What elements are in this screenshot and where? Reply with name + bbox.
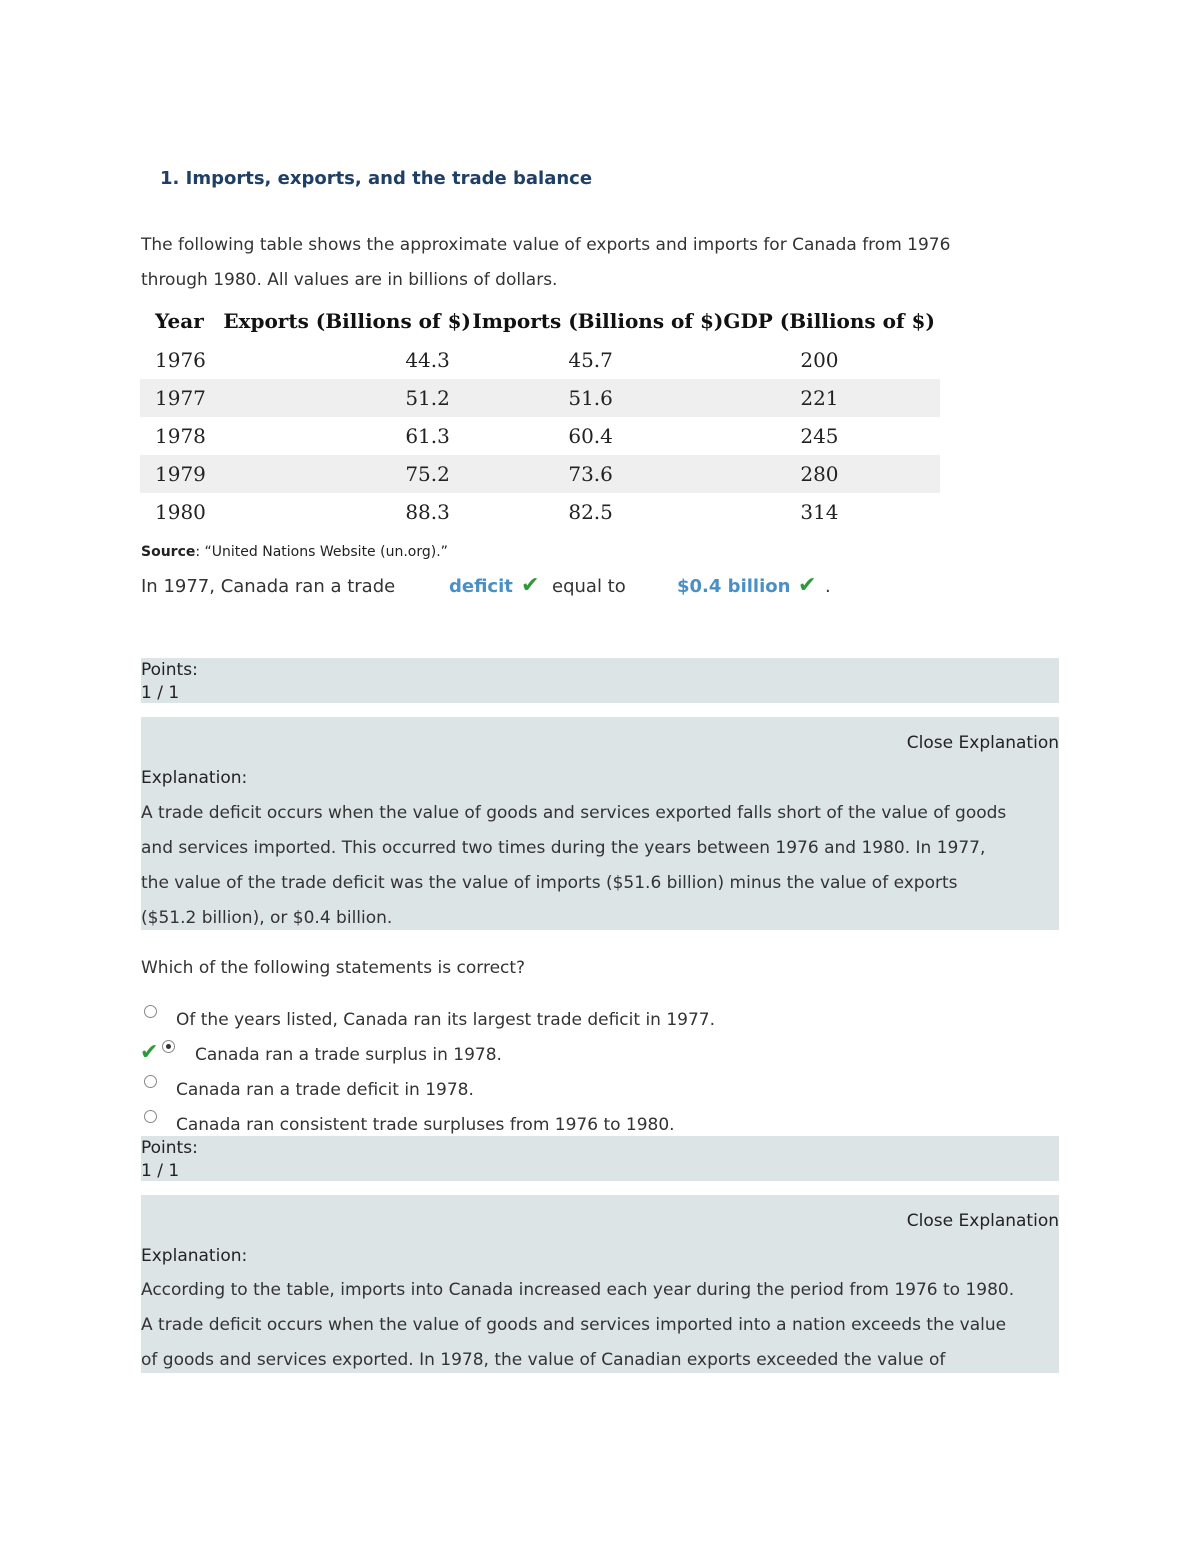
explanation-line: A trade deficit occurs when the value of goods and services exported falls short of the value of goods — [141, 803, 1007, 823]
explanation-line: the value of the trade deficit was the value of imports ($51.6 billion) minus the value of exports — [141, 873, 958, 893]
cell-exports: 51.2 — [223, 379, 472, 417]
answer-amount[interactable]: $0.4 billion — [677, 576, 791, 597]
explanation-text — [141, 1273, 1059, 1378]
question-2: Which of the following statements is correct? — [141, 958, 526, 978]
option-label-3[interactable]: Canada ran a trade deficit in 1978. — [176, 1080, 474, 1100]
points-label: Points: — [141, 660, 198, 680]
points-label: Points: — [141, 1138, 198, 1158]
points-box — [141, 1136, 1059, 1181]
option-label-2[interactable]: Canada ran a trade surplus in 1978. — [195, 1045, 502, 1065]
close-explanation-link[interactable]: Close Explanation — [906, 1211, 1059, 1231]
option-radio-1[interactable] — [144, 1005, 157, 1018]
answer-deficit[interactable]: deficit — [449, 576, 513, 597]
points-value: 1 / 1 — [141, 1161, 180, 1181]
cell-imports: 60.4 — [568, 424, 613, 448]
check-icon: ✔ — [521, 573, 540, 598]
explanation-box — [141, 1195, 1059, 1373]
header-exports: Exports (Billions of $) — [223, 309, 471, 333]
cell-exports: 75.2 — [223, 455, 472, 493]
cell-year: 1976 — [155, 348, 206, 372]
cell-gdp: 314 — [800, 500, 839, 524]
intro-line-2: through 1980. All values are in billions of dollars. — [141, 270, 558, 290]
explanation-line: ($51.2 billion), or $0.4 billion. — [141, 908, 393, 928]
question-intro — [141, 228, 1021, 298]
explanation-line: and services imported. This occurred two times during the years between 1976 and 1980. In 1977, — [141, 838, 986, 858]
intro-line-1: The following table shows the approximate value of exports and imports for Canada from 1976 — [141, 235, 951, 255]
trade-table — [140, 301, 940, 531]
cell-exports: 88.3 — [405, 500, 450, 524]
table-header-row — [140, 301, 940, 341]
sentence-suffix: . — [825, 576, 831, 597]
cell-imports: 82.5 — [568, 500, 613, 524]
header-imports: Imports (Billions of $) — [472, 309, 724, 333]
option-radio-3[interactable] — [144, 1075, 157, 1088]
check-icon: ✔ — [798, 573, 817, 598]
points-value: 1 / 1 — [141, 683, 180, 703]
cell-gdp: 280 — [723, 455, 940, 493]
cell-gdp: 200 — [800, 348, 839, 372]
option-radio-4[interactable] — [144, 1110, 157, 1123]
cell-gdp: 221 — [723, 379, 940, 417]
close-explanation-link[interactable]: Close Explanation — [906, 733, 1059, 753]
option-label-1[interactable]: Of the years listed, Canada ran its largest trade deficit in 1977. — [176, 1010, 716, 1030]
cell-year: 1977 — [140, 379, 223, 417]
cell-gdp: 245 — [800, 424, 839, 448]
explanation-line: A trade deficit occurs when the value of goods and services imported into a nation exceeds the value — [141, 1315, 1007, 1335]
table-source — [141, 544, 448, 560]
sentence-middle: equal to — [552, 576, 626, 597]
option-label-4[interactable]: Canada ran consistent trade surpluses from 1976 to 1980. — [176, 1115, 675, 1135]
cell-year: 1978 — [155, 424, 206, 448]
header-year: Year — [155, 309, 204, 333]
cell-exports: 44.3 — [405, 348, 450, 372]
question-title: 1. Imports, exports, and the trade balance — [160, 168, 593, 189]
cell-imports: 51.6 — [472, 379, 723, 417]
option-radio-2[interactable] — [162, 1040, 175, 1053]
cell-exports: 61.3 — [405, 424, 450, 448]
explanation-label: Explanation: — [141, 768, 248, 788]
table-row — [140, 493, 940, 531]
header-gdp: GDP (Billions of $) — [723, 309, 935, 333]
points-box — [141, 658, 1059, 703]
source-label: Source — [141, 544, 196, 560]
explanation-box — [141, 717, 1059, 930]
check-icon: ✔ — [140, 1040, 159, 1065]
cell-year: 1979 — [140, 455, 223, 493]
cell-imports: 45.7 — [568, 348, 613, 372]
explanation-label: Explanation: — [141, 1246, 248, 1266]
explanation-text — [141, 796, 1059, 936]
explanation-line: According to the table, imports into Canada increased each year during the period from 1976 to 1980. — [141, 1280, 1015, 1300]
cell-imports: 73.6 — [472, 455, 723, 493]
table-row — [140, 379, 940, 417]
cell-year: 1980 — [155, 500, 206, 524]
table-row — [140, 341, 940, 379]
source-text: : “United Nations Website (un.org).” — [195, 544, 448, 560]
table-row — [140, 417, 940, 455]
sentence-prefix: In 1977, Canada ran a trade — [141, 576, 396, 597]
table-row — [140, 455, 940, 493]
explanation-line: of goods and services exported. In 1978, the value of Canadian exports exceeded the value of — [141, 1350, 946, 1370]
